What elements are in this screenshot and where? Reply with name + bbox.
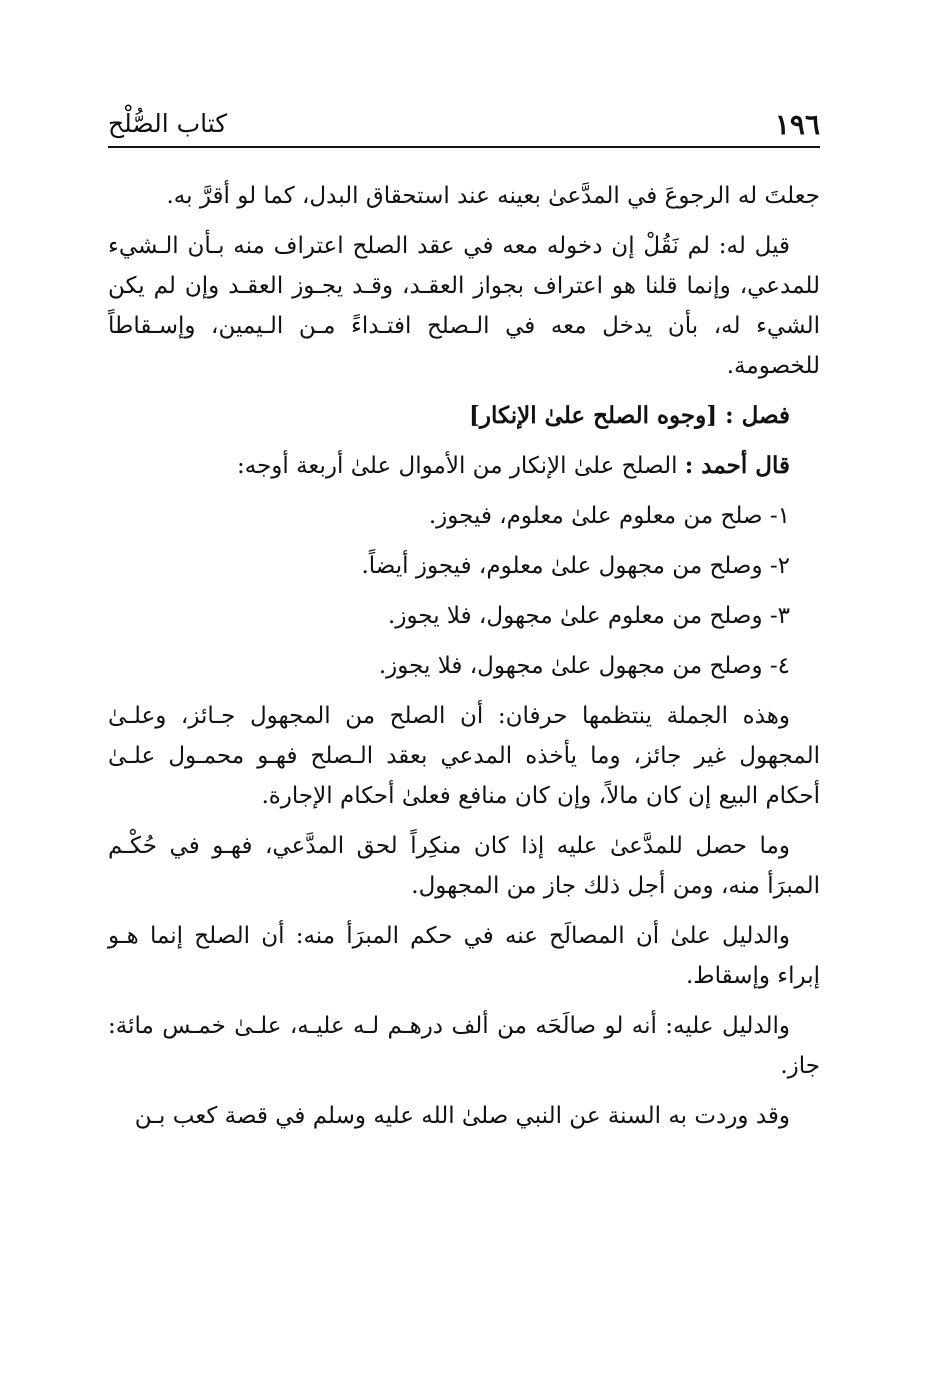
section-heading: [108, 396, 820, 436]
paragraph-1: جعلتَ له الرجوعَ في المدَّعىٰ بعينه عند استحقاق البدل، كما لو أقرَّ به.: [166, 183, 820, 209]
document-page: [108, 0, 828, 1382]
section-label: فصل :: [725, 402, 790, 429]
paragraph-5: والدليل علىٰ أن المصالَح عنه في حكم المبرَأ منه: أن الصلح إنما هـو إبراء وإسقاط.: [108, 923, 820, 989]
page-number: ١٩٦: [774, 108, 820, 141]
page-header: [108, 102, 820, 148]
body-text: [108, 176, 820, 1146]
paragraph-4: وما حصل للمدَّعىٰ عليه إذا كان منكِراً لحق المدَّعي، فهـو في حُكْـم المبرَأ منه، ومن أجل ذلك جاز من المجهول.: [108, 833, 820, 899]
section-title: [وجوه الصلح علىٰ الإنكار]: [469, 402, 718, 429]
ahmad-statement: [108, 446, 820, 486]
paragraph-6: والدليل عليه: أنه لو صالَحَه من ألف درهـم لـه عليـه، علـىٰ خمـس مائة: جاز.: [108, 1013, 820, 1079]
ahmad-text: الصلح علىٰ الإنكار من الأموال علىٰ أربعة أوجه:: [237, 453, 678, 479]
paragraph-3: وهذه الجملة ينتظمها حرفان: أن الصلح من المجهول جـائز، وعلـىٰ المجهول غير جائز، وما يأخذه المدعي بعقد الـصلح فهـو محمـول علـىٰ أحكام البيع إن كان مالاً، وإن كان منافع فعلىٰ أحكام الإجارة.: [108, 703, 820, 809]
ahmad-label: قال أحمد :: [684, 452, 790, 479]
list-item-2: ٢- وصلح من مجهول علىٰ معلوم، فيجوز أيضاً.: [361, 553, 790, 579]
paragraph-2: قيل له: لم نَقُلْ إن دخوله معه في عقد الصلح اعتراف منه بـأن الـشيء للمدعي، وإنما قلنا هو اعتراف بجواز العقـد، وقـد يجـوز العقـد وإن لم يكن الشيء له، بأن يدخل معه في الـصلح افتـداءً مـن الـيمين، وإسـقاطاً للخصومة.: [108, 233, 820, 379]
list-item-4: ٤- وصلح من مجهول علىٰ مجهول، فلا يجوز.: [378, 653, 790, 679]
list-item-1: ١- صلح من معلوم علىٰ معلوم، فيجوز.: [428, 503, 790, 529]
running-title: كتاب الصُّلْح: [108, 109, 228, 138]
list-item-3: ٣- وصلح من معلوم علىٰ مجهول، فلا يجوز.: [388, 603, 790, 629]
paragraph-7: وقد وردت به السنة عن النبي صلىٰ الله عليه وسلم في قصة كعب بـن: [134, 1103, 790, 1129]
